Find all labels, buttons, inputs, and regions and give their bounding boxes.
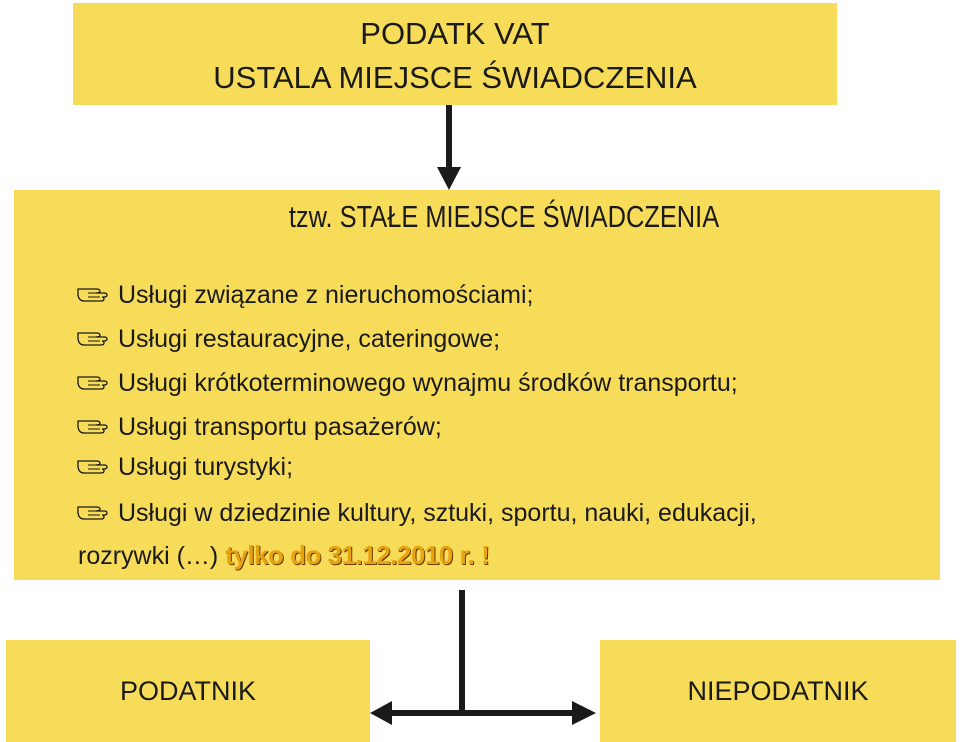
arrow-head-left	[370, 701, 392, 725]
list-item	[78, 452, 293, 482]
continuation-text: rozrywki (…)	[78, 542, 219, 570]
list-item-text: Usługi transportu pasażerów;	[118, 413, 442, 441]
list-item	[78, 324, 500, 354]
pointing-hand-icon	[76, 501, 110, 523]
header-line-1: PODATK VAT	[360, 16, 550, 51]
list-item-text: Usługi restauracyjne, cateringowe;	[118, 325, 501, 353]
list-item-text: Usługi krótkoterminowego wynajmu środków transportu;	[118, 369, 738, 397]
niepodatnik-label: NIEPODATNIK	[687, 676, 869, 706]
fixed-place-title: tzw. STAŁE MIEJSCE ŚWIADCZENIA	[288, 199, 720, 234]
podatnik-box	[6, 640, 370, 742]
list-item	[78, 280, 533, 310]
pointing-hand-icon	[76, 327, 110, 349]
header-line-2: USTALA MIEJSCE ŚWIADCZENIA	[213, 60, 697, 95]
pointing-hand-icon	[76, 415, 110, 437]
deadline-highlight: tylko do 31.12.2010 r. !	[225, 540, 490, 570]
pointing-hand-icon	[76, 371, 110, 393]
list-item-text: Usługi turystyki;	[118, 453, 294, 481]
list-item-text: Usługi związane z nieruchomościami;	[118, 281, 534, 309]
list-item	[78, 412, 442, 442]
niepodatnik-box	[600, 640, 956, 742]
fixed-place-box	[14, 190, 940, 580]
arrow-head-right	[572, 701, 596, 725]
podatnik-label: PODATNIK	[119, 676, 256, 706]
vat-header-box	[73, 3, 837, 105]
pointing-hand-icon	[76, 455, 110, 477]
list-continuation	[78, 540, 489, 571]
list-item	[78, 498, 757, 528]
pointing-hand-icon	[76, 283, 110, 305]
list-item-text: Usługi w dziedzinie kultury, sztuki, sportu, nauki, edukacji,	[118, 499, 757, 527]
arrow-head-top	[437, 167, 461, 190]
list-item	[78, 368, 738, 398]
